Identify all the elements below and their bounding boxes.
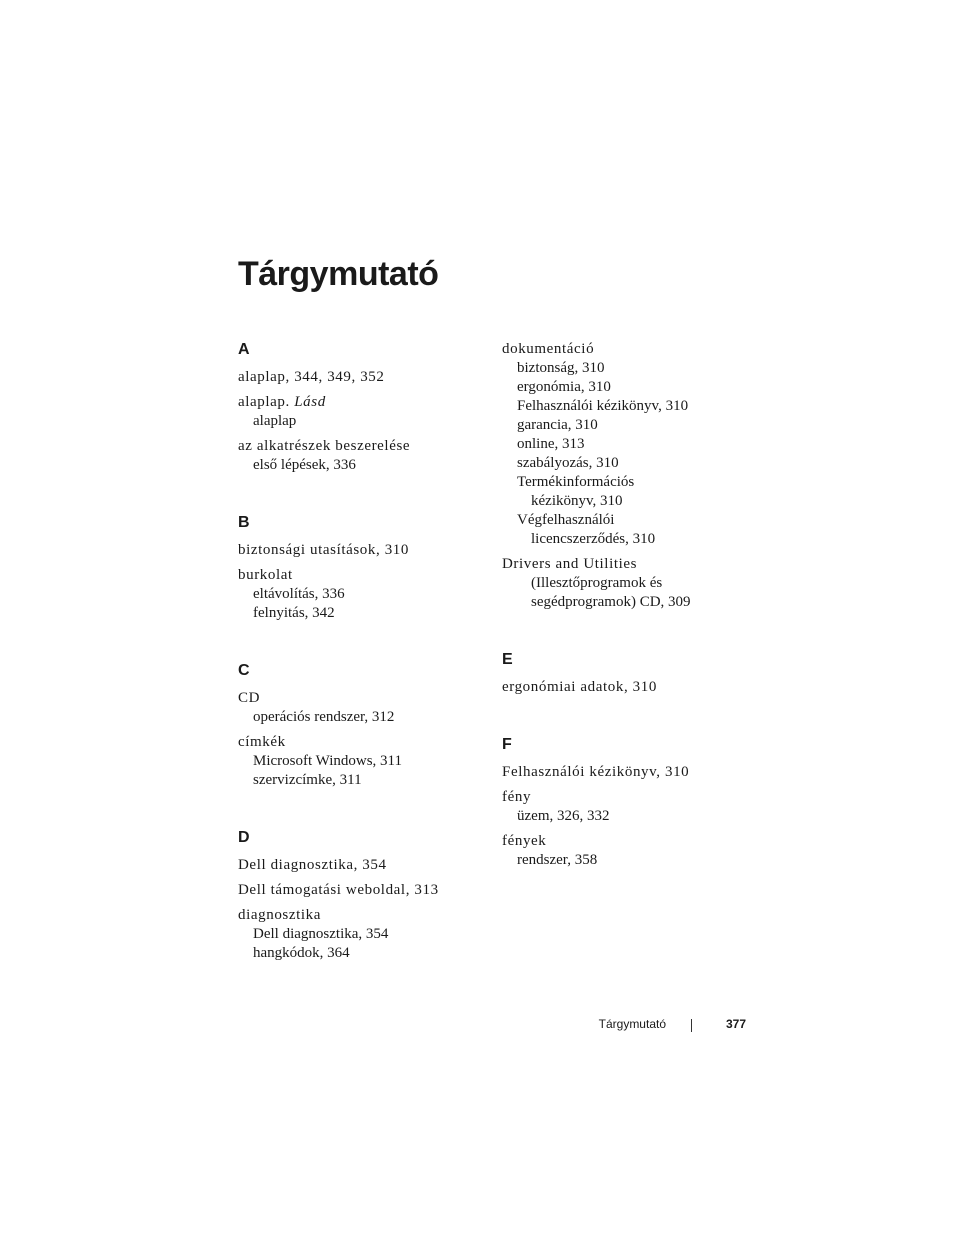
- index-section-d: [238, 828, 488, 963]
- index-entry: [502, 788, 752, 826]
- entry-text: burkolat: [238, 567, 293, 583]
- subentry-text: Felhasználói kézikönyv, 310: [517, 398, 689, 414]
- index-entry: [238, 733, 488, 790]
- index-section-a: [238, 340, 488, 475]
- subentry-text: hangkódok, 364: [253, 945, 350, 961]
- subentry-text: biztonság, 310: [517, 360, 605, 376]
- index-entry: [502, 678, 752, 697]
- index-entry: [238, 437, 488, 475]
- index-entry: [238, 566, 488, 623]
- index-column-right: [502, 340, 752, 908]
- section-letter-e: E: [502, 651, 513, 668]
- subentry-text: szabályozás, 310: [517, 455, 619, 471]
- section-letter-c: C: [238, 662, 250, 679]
- entry-text: címkék: [238, 734, 286, 750]
- entry-text: ergonómiai adatok, 310: [502, 679, 657, 695]
- section-letter-d: D: [238, 829, 250, 846]
- entry-text: biztonsági utasítások, 310: [238, 542, 409, 558]
- entry-continuation: segédprogramok) CD, 309: [531, 594, 691, 610]
- page-title: Tárgymutató: [238, 255, 439, 293]
- footer-separator: [691, 1019, 692, 1032]
- section-letter-a: A: [238, 341, 250, 358]
- entry-text: Felhasználói kézikönyv, 310: [502, 764, 690, 780]
- index-entry-drivers: [502, 555, 752, 612]
- index-entry: [238, 689, 488, 727]
- entry-text: CD: [238, 690, 261, 706]
- page-number: 377: [725, 1017, 746, 1031]
- entry-text: Dell támogatási weboldal, 313: [238, 882, 439, 898]
- subentry-text: alaplap: [253, 413, 297, 429]
- entry-continuation: (Illesztőprogramok és: [531, 575, 663, 591]
- index-entry: [238, 368, 488, 387]
- entry-text: Dell diagnosztika, 354: [238, 857, 387, 873]
- entry-main-text: alaplap.: [238, 394, 290, 410]
- entry-text: dokumentáció: [502, 341, 595, 357]
- subentry-text: rendszer, 358: [517, 852, 598, 868]
- index-entry: [238, 541, 488, 560]
- index-section-c: [238, 661, 488, 790]
- entry-text: fény: [502, 789, 532, 805]
- index-entry: [502, 832, 752, 870]
- subentry-text: első lépések, 336: [253, 457, 356, 473]
- subentry-text: Dell diagnosztika, 354: [253, 926, 389, 942]
- index-column-left: [238, 340, 488, 1001]
- entry-text: diagnosztika: [238, 907, 322, 923]
- entry-text: [238, 393, 488, 412]
- section-letter-f: F: [502, 736, 512, 753]
- subentry-text: Microsoft Windows, 311: [253, 753, 402, 769]
- index-entry: [502, 340, 752, 549]
- subentry-text: Végfelhasználói: [517, 512, 615, 528]
- subentry-text: online, 313: [517, 436, 585, 452]
- subentry-text: operációs rendszer, 312: [253, 709, 395, 725]
- subentry-text: eltávolítás, 336: [253, 586, 345, 602]
- entry-text: fények: [502, 833, 547, 849]
- index-entry: [238, 881, 488, 900]
- index-section-b: [238, 513, 488, 623]
- index-entry: [238, 856, 488, 875]
- subentry-continuation: licencszerződés, 310: [531, 531, 656, 547]
- index-entry: [502, 763, 752, 782]
- subentry-text: felnyitás, 342: [253, 605, 335, 621]
- subentry-text: szervizcímke, 311: [253, 772, 362, 788]
- entry-text: Drivers and Utilities: [502, 556, 638, 572]
- subentry-continuation: kézikönyv, 310: [531, 493, 623, 509]
- index-entry: [238, 906, 488, 963]
- subentry-text: ergonómia, 310: [517, 379, 611, 395]
- subentry-text: garancia, 310: [517, 417, 598, 433]
- see-reference: Lásd: [294, 394, 326, 410]
- subentry-text: üzem, 326, 332: [517, 808, 610, 824]
- index-entry: [238, 393, 488, 431]
- footer-label: Tárgymutató: [598, 1017, 666, 1031]
- entry-text: alaplap, 344, 349, 352: [238, 369, 385, 385]
- section-letter-b: B: [238, 514, 250, 531]
- index-section-f: [502, 735, 752, 870]
- index-section-e: [502, 650, 752, 697]
- entry-text: az alkatrészek beszerelése: [238, 438, 411, 454]
- subentry-text: Termékinformációs: [517, 474, 635, 490]
